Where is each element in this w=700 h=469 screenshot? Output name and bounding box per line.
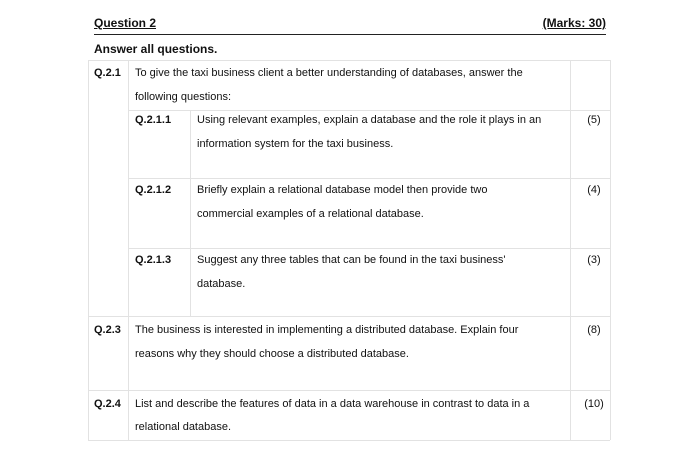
- question-number: Q.2.1.1: [135, 114, 172, 126]
- question-text-line: To give the taxi business client a better understanding of databases, answer the: [135, 67, 523, 79]
- question-text-line: database.: [197, 278, 246, 290]
- question-marks: (8): [587, 324, 601, 336]
- question-marks: (5): [587, 114, 601, 126]
- table-divider: [190, 110, 191, 316]
- question-marks: (10): [584, 398, 604, 410]
- question-text-line: Briefly explain a relational database model then provide two: [197, 184, 488, 196]
- question-title: Question 2: [94, 16, 157, 30]
- question-text-line: information system for the taxi business.: [197, 138, 394, 150]
- question-text-line: reasons why they should choose a distributed database.: [135, 348, 409, 360]
- question-text-line: Using relevant examples, explain a database and the role it plays in an: [197, 114, 542, 126]
- question-text-line: Suggest any three tables that can be found in the taxi business': [197, 254, 506, 266]
- table-divider: [570, 60, 571, 440]
- instruction-text: Answer all questions.: [94, 42, 218, 56]
- question-text-line: relational database.: [135, 421, 232, 433]
- question-header: [94, 16, 606, 35]
- question-number: Q.2.4: [94, 398, 121, 410]
- table-divider: [128, 60, 129, 440]
- question-number: Q.2.1: [94, 67, 121, 79]
- question-text-line: following questions:: [135, 91, 232, 103]
- question-number: Q.2.1.3: [135, 254, 172, 266]
- question-number: Q.2.1.2: [135, 184, 172, 196]
- question-text-line: The business is interested in implementing a distributed database. Explain four: [135, 324, 519, 336]
- question-number: Q.2.3: [94, 324, 121, 336]
- question-marks: (4): [587, 184, 601, 196]
- table-divider: [88, 60, 89, 440]
- question-total-marks: (Marks: 30): [542, 16, 606, 30]
- question-text-line: commercial examples of a relational database.: [197, 208, 424, 220]
- question-marks: (3): [587, 254, 601, 266]
- table-divider: [88, 440, 610, 441]
- question-text-line: List and describe the features of data in a data warehouse in contrast to data in a: [135, 398, 530, 410]
